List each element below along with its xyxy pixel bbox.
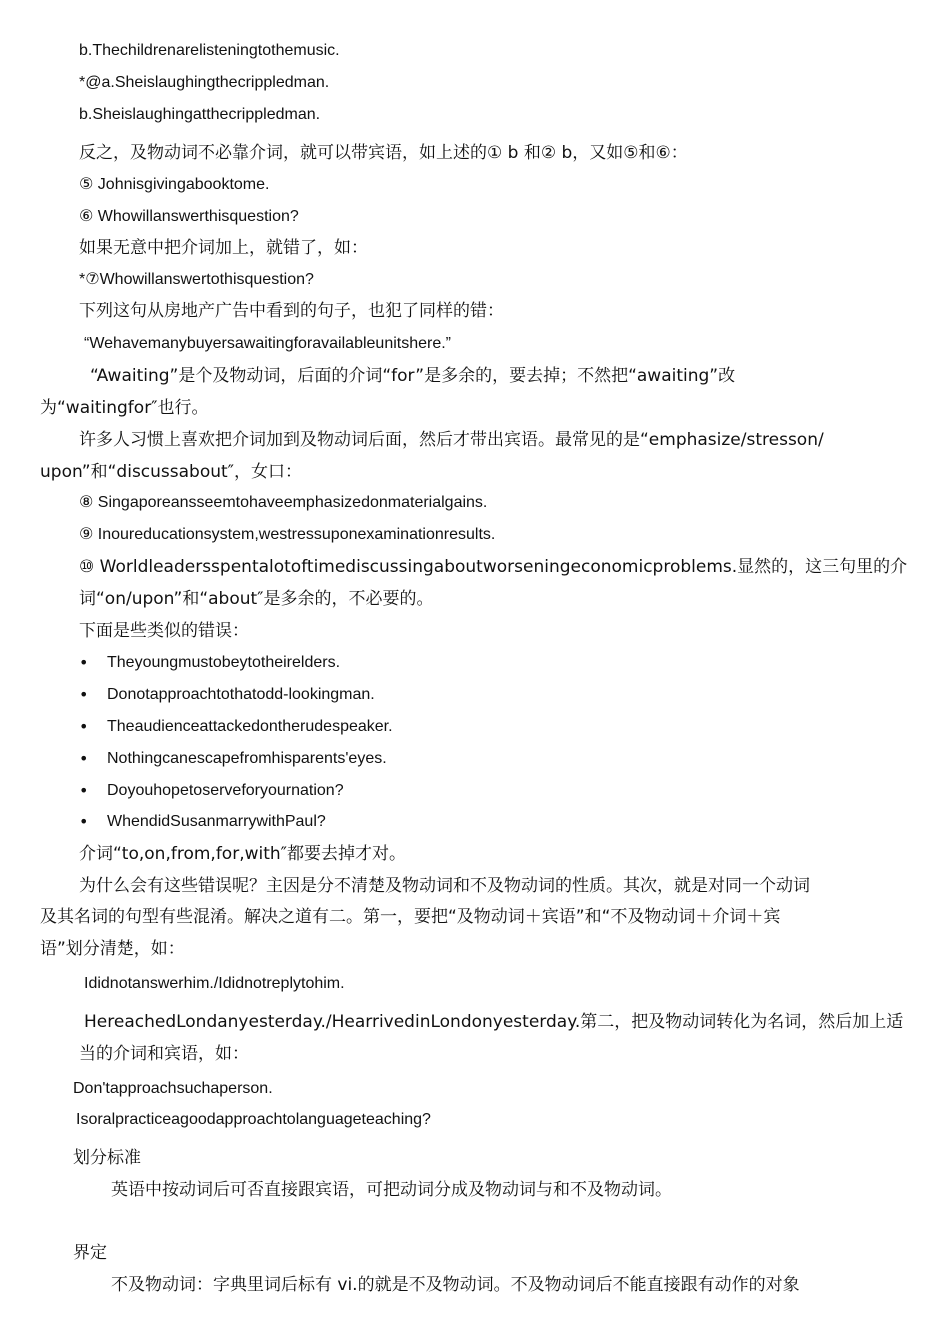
example-line: b.Thechildrenarelisteningtothemusic. bbox=[79, 42, 340, 59]
list-item-text: Doyouhopetoserveforyournation? bbox=[107, 782, 344, 799]
list-item-text: Donotapproachtothatodd-lookingman. bbox=[107, 686, 375, 703]
section-heading: 划分标准 bbox=[73, 1148, 141, 1168]
example-line: “Wehavemanybuyersawaitingforavailableunitshere.” bbox=[84, 335, 452, 352]
example-line: Isoralpracticeagoodapproachtolanguageteaching? bbox=[76, 1111, 431, 1128]
paragraph-line: 下面是些类似的错误： bbox=[79, 621, 249, 641]
example-line: ⑧ Singaporeansseemtohaveemphasizedonmaterialgains. bbox=[79, 494, 488, 511]
paragraph-line: “Awaiting”是个及物动词，后面的介词“for”是多余的，要去掉；不然把“awaiting”改 bbox=[90, 366, 736, 386]
paragraph-line: 当的介词和宾语，如： bbox=[79, 1044, 249, 1064]
list-item-text: Theyoungmustobeytotheirelders. bbox=[107, 654, 341, 671]
bullet-icon: • bbox=[79, 685, 89, 704]
paragraph-line: 许多人习惯上喜欢把介词加到及物动词后面，然后才带出宾语。最常见的是“emphasize/stresson/ bbox=[79, 430, 824, 450]
paragraph-line: 语”划分清楚，如： bbox=[40, 939, 185, 959]
bullet-icon: • bbox=[79, 653, 89, 672]
example-line: ⑤ Johnisgivingabooktome. bbox=[79, 176, 270, 193]
paragraph-line: 为“waitingfor″也行。 bbox=[40, 398, 209, 418]
bullet-icon: • bbox=[79, 812, 89, 831]
paragraph-line: 词“on/upon”和“about″是多余的，不必要的。 bbox=[79, 589, 434, 609]
paragraph-line: 下列这句从房地产广告中看到的句子，也犯了同样的错： bbox=[79, 301, 504, 321]
bullet-icon: • bbox=[79, 749, 89, 768]
bullet-icon: • bbox=[79, 717, 89, 736]
paragraph-line: 如果无意中把介词加上，就错了，如： bbox=[79, 238, 368, 258]
example-line: ⑥ Whowillanswerthisquestion? bbox=[79, 208, 299, 225]
example-line: Don'tapproachsuchaperson. bbox=[73, 1080, 273, 1097]
example-line: ⑨ Inoureducationsystem,westressuponexaminationresults. bbox=[79, 526, 496, 543]
paragraph-line: 为什么会有这些错误呢？主因是分不清楚及物动词和不及物动词的性质。其次，就是对同一个动词 bbox=[79, 876, 810, 896]
paragraph-line: 反之，及物动词不必靠介词，就可以带宾语，如上述的① b 和② b，又如⑤和⑥： bbox=[79, 143, 688, 163]
list-item-text: Theaudienceattackedontherudespeaker. bbox=[107, 718, 393, 735]
paragraph-line: 英语中按动词后可否直接跟宾语，可把动词分成及物动词与和不及物动词。 bbox=[111, 1180, 672, 1200]
paragraph-line: 及其名词的句型有些混淆。解决之道有二。第一，要把“及物动词＋宾语”和“不及物动词＋介词＋宾 bbox=[40, 907, 781, 927]
example-line: Ididnotanswerhim./Ididnotreplytohim. bbox=[84, 975, 345, 992]
section-heading: 界定 bbox=[73, 1243, 107, 1263]
bullet-icon: • bbox=[79, 781, 89, 800]
paragraph-line: ⑩ Worldleadersspentalotoftimediscussingaboutworseningeconomicproblems.显然的，这三句里的介 bbox=[79, 557, 908, 577]
paragraph-line: 不及物动词：字典里词后标有 vi.的就是不及物动词。不及物动词后不能直接跟有动作的对象 bbox=[111, 1275, 800, 1295]
paragraph-line: upon”和“discussabout″，女口： bbox=[40, 462, 303, 482]
paragraph-line: HereachedLondanyesterday./HearrivedinLondonyesterday.第二，把及物动词转化为名词，然后加上适 bbox=[84, 1012, 904, 1032]
example-line: *@a.Sheislaughingthecrippledman. bbox=[79, 74, 330, 91]
paragraph-line: 介词“to,on,from,for,with″都要去掉才对。 bbox=[79, 844, 407, 864]
example-line: *⑦Whowillanswertothisquestion? bbox=[79, 271, 314, 288]
example-line: b.Sheislaughingatthecrippledman. bbox=[79, 106, 321, 123]
list-item-text: Nothingcanescapefromhisparents'eyes. bbox=[107, 750, 387, 767]
list-item-text: WhendidSusanmarrywithPaul? bbox=[107, 813, 326, 830]
